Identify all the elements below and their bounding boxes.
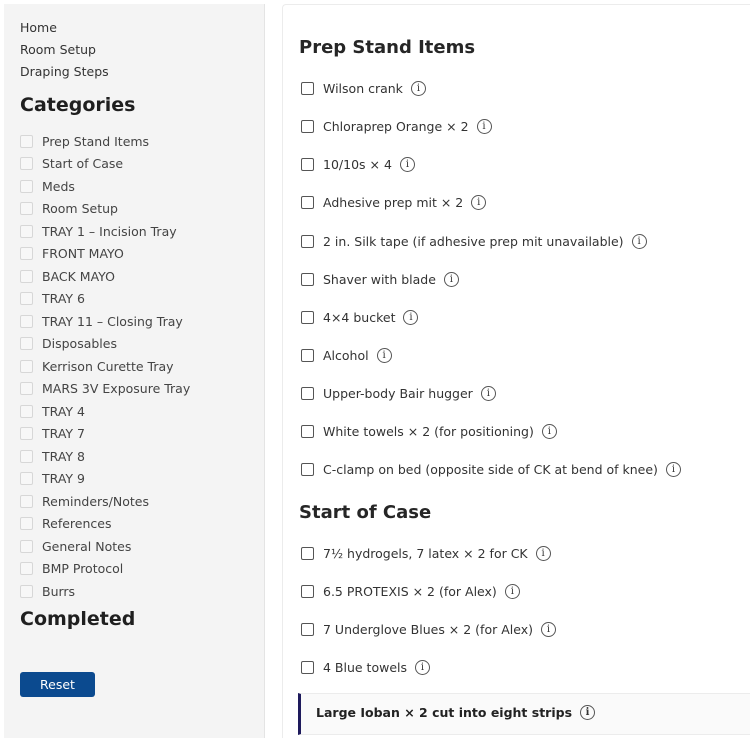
category-checkbox[interactable] [20, 337, 33, 350]
category-checkbox[interactable] [20, 562, 33, 575]
info-icon[interactable]: i [415, 660, 430, 675]
category-label: Meds [42, 178, 75, 194]
item-checkbox[interactable] [301, 387, 314, 400]
info-icon[interactable]: i [505, 584, 520, 599]
nav-link-home[interactable]: Home [20, 20, 57, 35]
category-item[interactable] [20, 535, 190, 558]
category-checkbox[interactable] [20, 585, 33, 598]
checklist-item [301, 386, 496, 401]
category-checkbox[interactable] [20, 495, 33, 508]
item-label: 7 Underglove Blues × 2 (for Alex) [323, 622, 533, 637]
item-label: Upper-body Bair hugger [323, 386, 473, 401]
category-checkbox[interactable] [20, 247, 33, 260]
item-checkbox[interactable] [301, 661, 314, 674]
category-label: TRAY 4 [42, 403, 85, 419]
category-checkbox[interactable] [20, 315, 33, 328]
item-checkbox[interactable] [301, 311, 314, 324]
category-item[interactable] [20, 243, 190, 266]
info-icon[interactable]: i [481, 386, 496, 401]
completed-heading: Completed [20, 608, 136, 630]
item-checkbox[interactable] [301, 547, 314, 560]
checklist-item [301, 119, 492, 134]
category-item[interactable] [20, 558, 190, 581]
item-checkbox[interactable] [301, 425, 314, 438]
item-checkbox[interactable] [301, 585, 314, 598]
category-item[interactable] [20, 468, 190, 491]
item-label: 4×4 bucket [323, 310, 396, 325]
item-label: Wilson crank [323, 81, 403, 96]
category-label: TRAY 9 [42, 471, 85, 487]
item-label: 7½ hydrogels, 7 latex × 2 for CK [323, 546, 528, 561]
category-label: General Notes [42, 538, 132, 554]
category-item[interactable] [20, 175, 190, 198]
checklist-item [301, 234, 647, 249]
category-item[interactable] [20, 153, 190, 176]
category-checkbox[interactable] [20, 382, 33, 395]
item-label: 4 Blue towels [323, 660, 408, 675]
category-label: MARS 3V Exposure Tray [42, 381, 191, 397]
category-checkbox[interactable] [20, 517, 33, 530]
callout-note [298, 693, 750, 735]
section-title-start-of-case: Start of Case [299, 502, 432, 523]
category-list [20, 130, 190, 603]
category-item[interactable] [20, 198, 190, 221]
category-checkbox[interactable] [20, 157, 33, 170]
category-checkbox[interactable] [20, 360, 33, 373]
category-item[interactable] [20, 378, 190, 401]
info-icon[interactable]: i [542, 424, 557, 439]
category-item[interactable] [20, 333, 190, 356]
sidebar [4, 4, 265, 738]
info-icon[interactable]: i [377, 348, 392, 363]
checklist-item [301, 462, 681, 477]
category-item[interactable] [20, 220, 190, 243]
item-label: 2 in. Silk tape (if adhesive prep mit unavailable) [323, 234, 624, 249]
category-label: Prep Stand Items [42, 133, 150, 149]
category-label: Reminders/Notes [42, 493, 149, 509]
checklist-item [301, 546, 551, 561]
item-checkbox[interactable] [301, 82, 314, 95]
category-checkbox[interactable] [20, 225, 33, 238]
info-icon[interactable]: i [580, 705, 595, 720]
category-label: Kerrison Curette Tray [42, 358, 174, 374]
category-item[interactable] [20, 288, 190, 311]
category-item[interactable] [20, 310, 190, 333]
callout-content [316, 705, 595, 720]
item-checkbox[interactable] [301, 120, 314, 133]
checklist-item [301, 195, 486, 210]
category-checkbox[interactable] [20, 540, 33, 553]
category-label: Disposables [42, 336, 117, 352]
checklist-item [301, 310, 418, 325]
category-item[interactable] [20, 490, 190, 513]
category-checkbox[interactable] [20, 405, 33, 418]
callout-text: Large Ioban × 2 cut into eight strips [316, 705, 573, 720]
info-icon[interactable]: i [541, 622, 556, 637]
category-label: BACK MAYO [42, 268, 115, 284]
category-label: TRAY 8 [42, 448, 85, 464]
section-title-prep-stand-items: Prep Stand Items [299, 37, 476, 58]
category-label: Start of Case [42, 156, 124, 172]
item-checkbox[interactable] [301, 349, 314, 362]
item-label: White towels × 2 (for positioning) [323, 424, 534, 439]
category-label: TRAY 7 [42, 426, 85, 442]
checklist-item [301, 272, 459, 287]
info-icon[interactable]: i [666, 462, 681, 477]
category-label: BMP Protocol [42, 561, 124, 577]
info-icon[interactable]: i [632, 234, 647, 249]
info-icon[interactable]: i [471, 195, 486, 210]
nav-link-room-setup[interactable]: Room Setup [20, 42, 96, 57]
item-label: Shaver with blade [323, 272, 436, 287]
category-checkbox[interactable] [20, 427, 33, 440]
info-icon[interactable]: i [411, 81, 426, 96]
info-icon[interactable]: i [403, 310, 418, 325]
category-item[interactable] [20, 423, 190, 446]
item-checkbox[interactable] [301, 196, 314, 209]
nav-links [20, 18, 109, 84]
item-checkbox[interactable] [301, 463, 314, 476]
category-item[interactable] [20, 265, 190, 288]
item-checkbox[interactable] [301, 623, 314, 636]
category-checkbox[interactable] [20, 292, 33, 305]
info-icon[interactable]: i [444, 272, 459, 287]
item-label: 6.5 PROTEXIS × 2 (for Alex) [323, 584, 497, 599]
category-label: Burrs [42, 583, 76, 599]
categories-heading: Categories [20, 94, 136, 116]
item-checkbox[interactable] [301, 158, 314, 171]
category-checkbox[interactable] [20, 450, 33, 463]
category-label: References [42, 516, 112, 532]
category-label: TRAY 1 – Incision Tray [42, 223, 177, 239]
nav-link-draping-steps[interactable]: Draping Steps [20, 64, 109, 79]
item-label: Chloraprep Orange × 2 [323, 119, 469, 134]
info-icon[interactable]: i [536, 546, 551, 561]
category-checkbox[interactable] [20, 135, 33, 148]
category-label: TRAY 11 – Closing Tray [42, 313, 183, 329]
category-item[interactable] [20, 355, 190, 378]
checklist-item [301, 424, 557, 439]
checklist-item [301, 584, 520, 599]
checklist-item [301, 622, 556, 637]
item-label: Alcohol [323, 348, 369, 363]
checklist-item [301, 81, 426, 96]
category-item[interactable] [20, 445, 190, 468]
category-checkbox[interactable] [20, 270, 33, 283]
category-checkbox[interactable] [20, 202, 33, 215]
checklist-item [301, 348, 392, 363]
item-label: Adhesive prep mit × 2 [323, 195, 464, 210]
category-item[interactable] [20, 580, 190, 603]
main-panel [282, 4, 750, 738]
category-label: FRONT MAYO [42, 246, 124, 262]
item-checkbox[interactable] [301, 235, 314, 248]
category-checkbox[interactable] [20, 472, 33, 485]
checklist-item [301, 660, 430, 675]
checklist-item [301, 157, 415, 172]
info-icon[interactable]: i [477, 119, 492, 134]
item-checkbox[interactable] [301, 273, 314, 286]
reset-button[interactable]: Reset [20, 672, 95, 697]
category-checkbox[interactable] [20, 180, 33, 193]
item-label: C-clamp on bed (opposite side of CK at bend of knee) [323, 462, 658, 477]
category-item[interactable] [20, 513, 190, 536]
category-label: Room Setup [42, 201, 118, 217]
category-item[interactable] [20, 400, 190, 423]
category-item[interactable] [20, 130, 190, 153]
item-label: 10/10s × 4 [323, 157, 392, 172]
category-label: TRAY 6 [42, 291, 85, 307]
info-icon[interactable]: i [400, 157, 415, 172]
